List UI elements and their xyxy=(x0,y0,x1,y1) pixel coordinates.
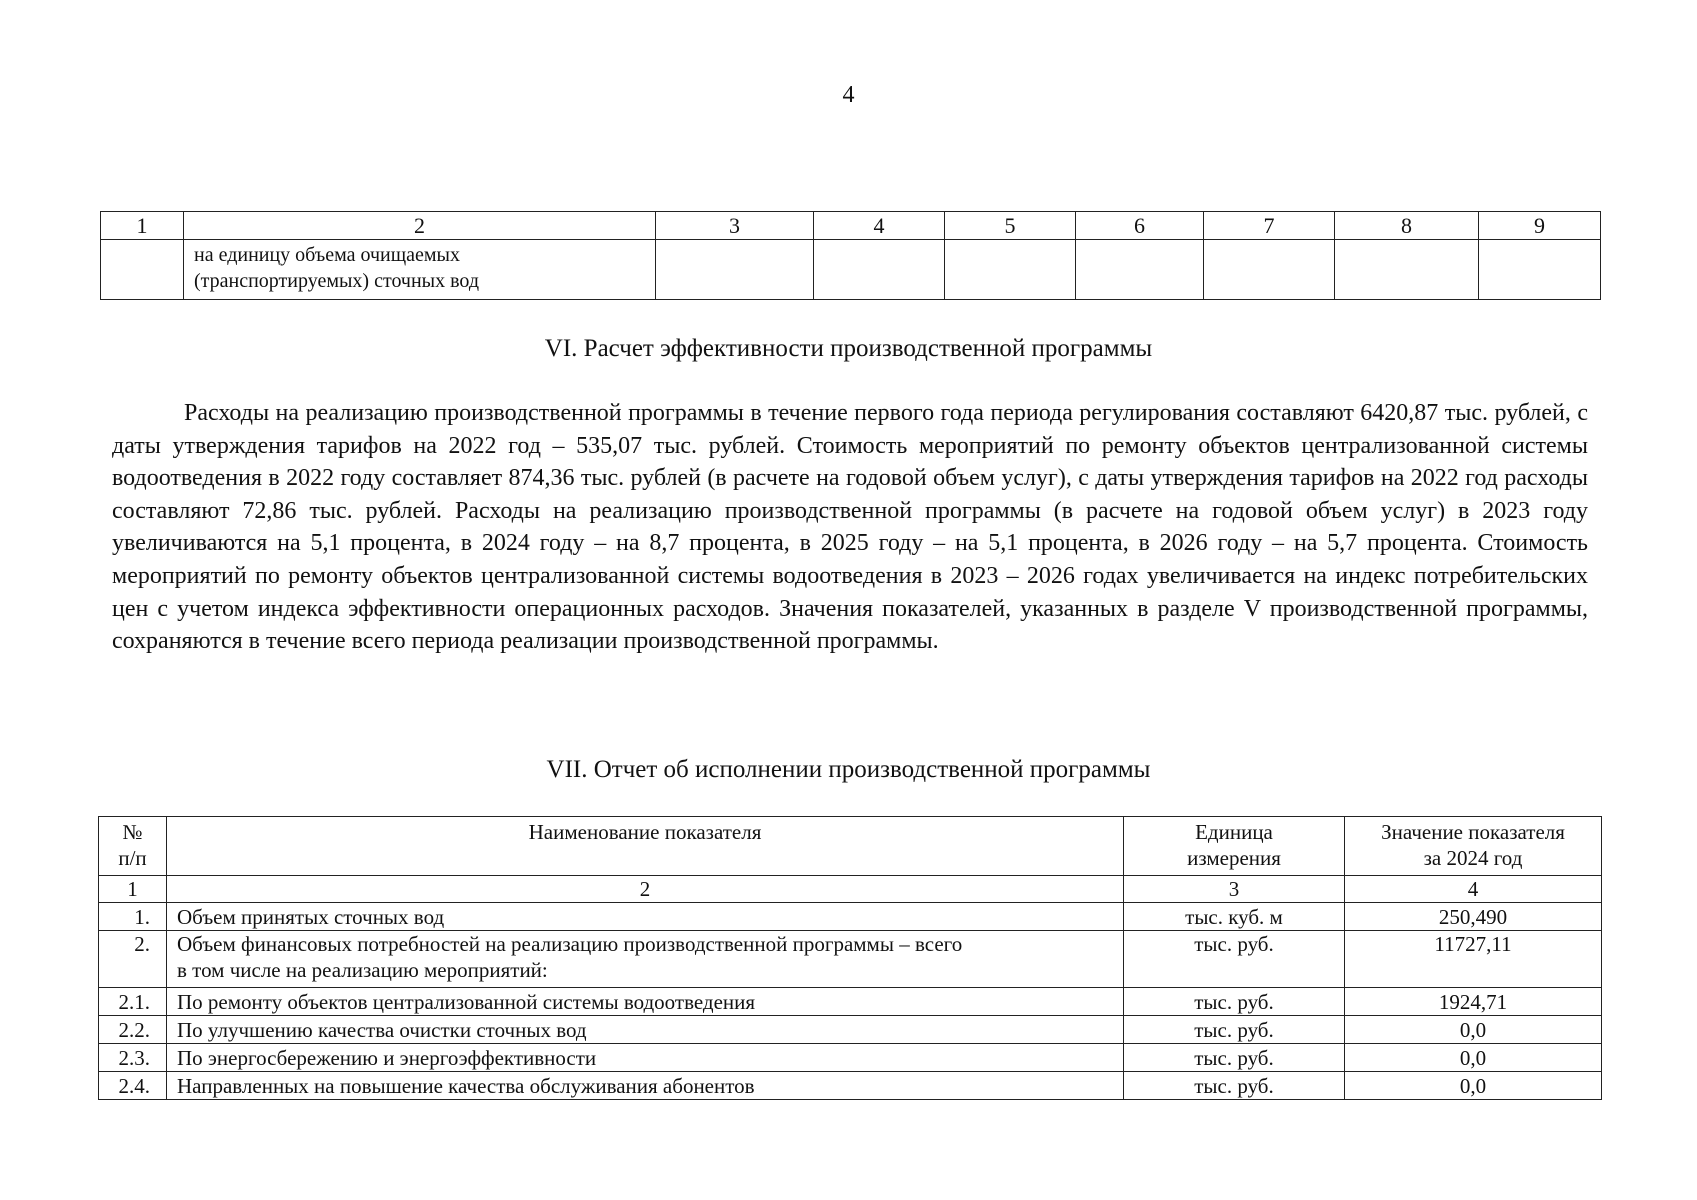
col-number: 4 xyxy=(814,212,945,240)
table-row xyxy=(99,1072,1602,1100)
header-value xyxy=(1345,817,1602,876)
cell-empty xyxy=(814,240,945,300)
continuation-table-header xyxy=(101,212,1601,240)
row-unit: тыс. руб. xyxy=(1124,988,1345,1016)
col-number: 6 xyxy=(1076,212,1204,240)
section-vii-title: VII. Отчет об исполнении производственной программы xyxy=(546,756,1151,783)
header-unit xyxy=(1124,817,1345,876)
report-table xyxy=(98,816,1602,1100)
table-row xyxy=(99,1044,1602,1072)
table-row xyxy=(99,903,1602,931)
cell-empty xyxy=(945,240,1076,300)
cell-empty xyxy=(1076,240,1204,300)
col-number: 2 xyxy=(167,876,1124,903)
row-name: По улучшению качества очистки сточных вод xyxy=(167,1016,1124,1044)
row-value: 250,490 xyxy=(1345,903,1602,931)
row-name-line: в том числе на реализацию мероприятий: xyxy=(177,958,548,982)
col-number: 8 xyxy=(1335,212,1479,240)
row-description xyxy=(184,240,656,300)
cell-empty xyxy=(1204,240,1335,300)
row-value: 11727,11 xyxy=(1345,931,1602,988)
header-value-line: Значение показателя xyxy=(1381,820,1565,844)
row-number: 2.4. xyxy=(99,1072,167,1100)
header-name: Наименование показателя xyxy=(167,817,1124,876)
row-value: 0,0 xyxy=(1345,1044,1602,1072)
cell-empty xyxy=(656,240,814,300)
section-vi-title: VI. Расчет эффективности производственной программы xyxy=(544,335,1153,362)
col-number: 1 xyxy=(101,212,184,240)
page-number: 4 xyxy=(842,82,855,108)
col-number: 3 xyxy=(656,212,814,240)
cell-empty xyxy=(1335,240,1479,300)
row-number: 2.2. xyxy=(99,1016,167,1044)
row-name-line: Объем финансовых потребностей на реализацию производственной программы – всего xyxy=(177,932,963,956)
header-unit-line: измерения xyxy=(1187,846,1281,870)
col-number: 7 xyxy=(1204,212,1335,240)
header-value-line: за 2024 год xyxy=(1423,846,1523,870)
table-row xyxy=(101,240,1601,300)
row-number: 2.1. xyxy=(99,988,167,1016)
header-number-line: п/п xyxy=(118,846,147,870)
col-number: 1 xyxy=(99,876,167,903)
row-number: 2.3. xyxy=(99,1044,167,1072)
cell-empty xyxy=(1479,240,1601,300)
col-number: 4 xyxy=(1345,876,1602,903)
col-number: 2 xyxy=(184,212,656,240)
row-description-line: (транспортируемых) сточных вод xyxy=(194,270,480,292)
table-row xyxy=(99,1016,1602,1044)
row-name: Направленных на повышение качества обслуживания абонентов xyxy=(167,1072,1124,1100)
report-table-header xyxy=(99,817,1602,876)
row-unit: тыс. руб. xyxy=(1124,1016,1345,1044)
row-unit: тыс. руб. xyxy=(1124,931,1345,988)
row-value: 1924,71 xyxy=(1345,988,1602,1016)
section-vi-paragraph: Расходы на реализацию производственной программы в течение первого года периода регулирования составляют 6420,87 тыс. рублей, с даты утверждения тарифов на 2022 год – 535,07 тыс. рублей. Стоимость мероприятий по ремонту объектов централизованной системы водоотведения в 2022 году составляет 874,36 тыс. рублей (в расчете на годовой объем услуг), с даты утверждения тарифов на 2022 год расходы составляют 72,86 тыс. рублей. Расходы на реализацию производственной программы (в расчете на годовой объем услуг) в 2023 году увеличиваются на 5,1 процента, в 2024 году – на 8,7 процента, в 2025 году – на 5,1 процента, в 2026 году – на 5,7 процента. Стоимость мероприятий по ремонту объектов централизованной системы водоотведения в 2023 – 2026 годах увеличивается на индекс потребительских цен с учетом индекса эффективности операционных расходов. Значения показателей, указанных в разделе V производственной программы, сохраняются в течение всего периода реализации производственной программы. xyxy=(112,400,1588,655)
row-description-line: на единицу объема очищаемых xyxy=(194,244,460,266)
header-number xyxy=(99,817,167,876)
row-unit: тыс. куб. м xyxy=(1124,903,1345,931)
continuation-table xyxy=(100,211,1601,300)
table-row xyxy=(99,931,1602,988)
row-name: Объем принятых сточных вод xyxy=(167,903,1124,931)
row-value: 0,0 xyxy=(1345,1016,1602,1044)
header-number-line: № xyxy=(122,820,143,844)
row-value: 0,0 xyxy=(1345,1072,1602,1100)
row-number: 1. xyxy=(99,903,167,931)
row-number: 2. xyxy=(99,931,167,988)
row-name: По энергосбережению и энергоэффективности xyxy=(167,1044,1124,1072)
column-numbers-row xyxy=(99,876,1602,903)
row-unit: тыс. руб. xyxy=(1124,1072,1345,1100)
row-unit: тыс. руб. xyxy=(1124,1044,1345,1072)
row-name xyxy=(167,931,1124,988)
col-number: 5 xyxy=(945,212,1076,240)
row-name: По ремонту объектов централизованной системы водоотведения xyxy=(167,988,1124,1016)
header-unit-line: Единица xyxy=(1195,820,1273,844)
col-number: 9 xyxy=(1479,212,1601,240)
col-number: 3 xyxy=(1124,876,1345,903)
table-row xyxy=(99,988,1602,1016)
cell-empty xyxy=(101,240,184,300)
